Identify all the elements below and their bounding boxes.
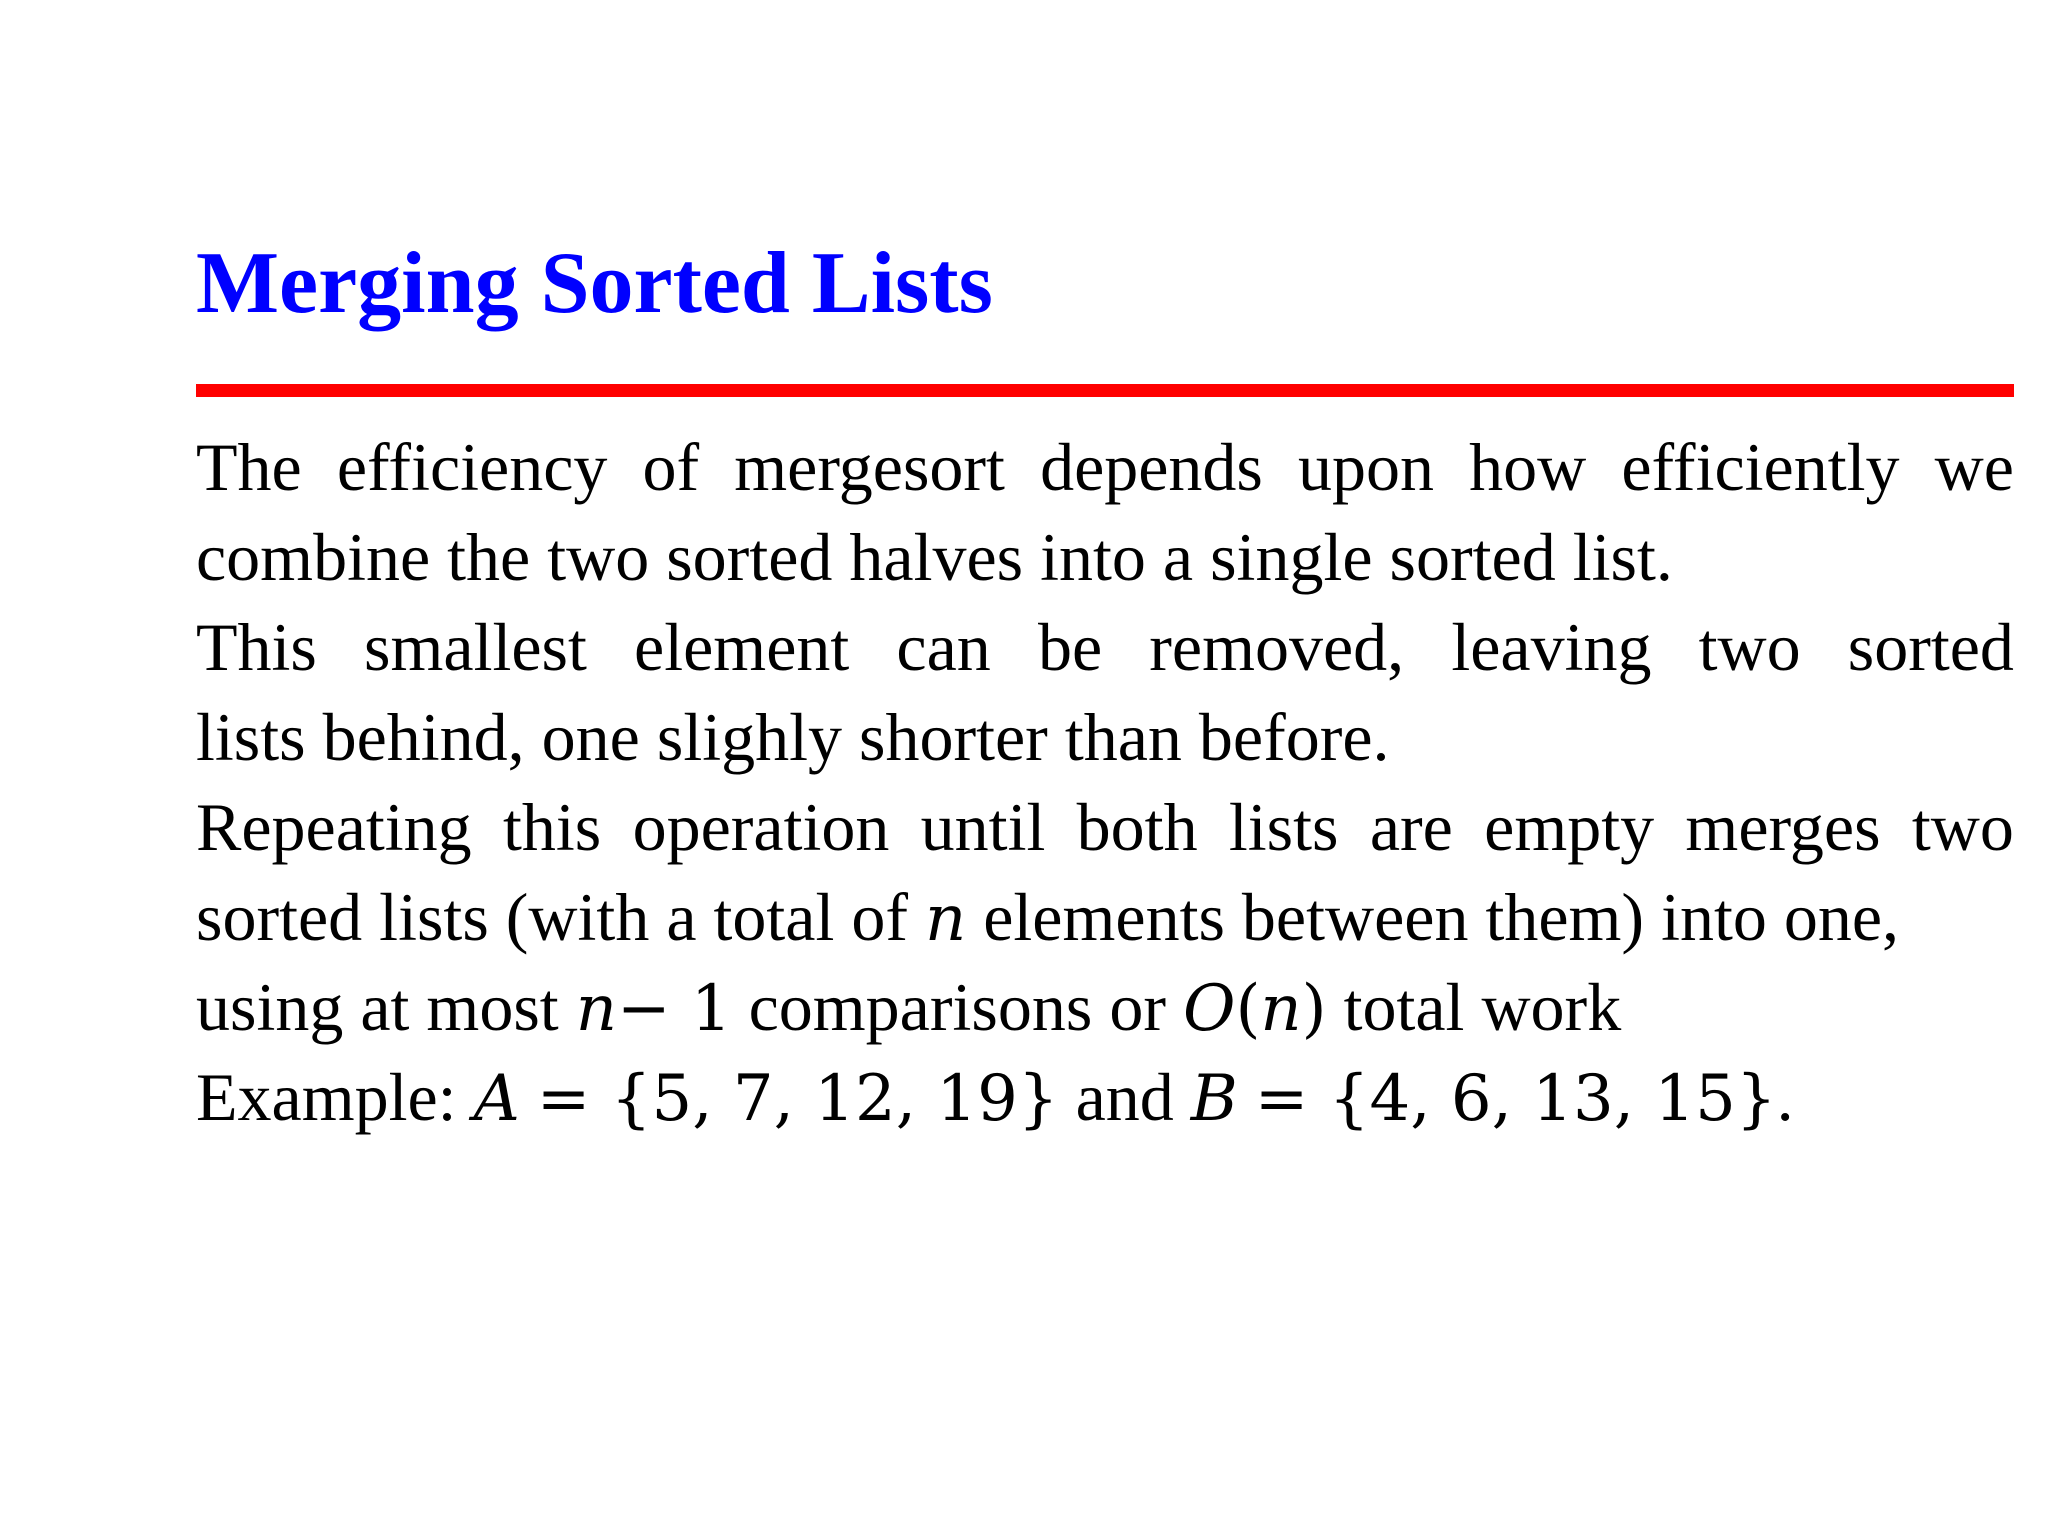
word: efficiently	[1621, 429, 1900, 505]
math-paren: (	[1235, 972, 1261, 1046]
word: how	[1469, 429, 1587, 505]
slide-body	[196, 422, 2014, 1142]
body-line-4: lists behind, one slighly shorter than before.	[196, 699, 1390, 775]
word: element	[634, 609, 850, 685]
math-set: = {5, 7, 12, 19}	[536, 1062, 1059, 1136]
math-variable: n	[1260, 972, 1302, 1046]
text-segment: and	[1075, 1059, 1174, 1135]
word: The	[196, 429, 302, 505]
word: until	[920, 789, 1046, 865]
word: removed,	[1149, 609, 1405, 685]
math-variable: O	[1182, 972, 1236, 1046]
math-variable: B	[1190, 1062, 1238, 1136]
word: are	[1369, 789, 1453, 865]
text-segment: Example:	[196, 1059, 457, 1135]
math-set: = {4, 6, 13, 15}	[1254, 1062, 1777, 1136]
slide-title: Merging Sorted Lists	[196, 235, 993, 332]
body-line-3	[196, 602, 2014, 692]
math-paren: )	[1301, 972, 1327, 1046]
word: of	[642, 429, 700, 505]
word: two	[1698, 609, 1801, 685]
text-segment: .	[1776, 1059, 1794, 1135]
word: can	[896, 609, 991, 685]
math-variable: A	[473, 1062, 520, 1136]
text-segment: total work	[1343, 969, 1622, 1045]
word: both	[1076, 789, 1198, 865]
text-segment: sorted lists (with a total of	[196, 879, 909, 955]
body-line-8	[196, 1052, 2014, 1142]
body-line-5	[196, 782, 2014, 872]
word: Repeating	[196, 789, 472, 865]
word: upon	[1298, 429, 1434, 505]
title-divider	[196, 384, 2014, 397]
word: lists	[1228, 789, 1339, 865]
word: be	[1037, 609, 1103, 685]
word: smallest	[364, 609, 587, 685]
body-line-1	[196, 422, 2014, 512]
body-line-6	[196, 872, 2014, 962]
word: two	[1911, 789, 2014, 865]
math-expression: − 1	[616, 972, 732, 1046]
word: leaving	[1451, 609, 1652, 685]
word: operation	[632, 789, 890, 865]
word: this	[503, 789, 602, 865]
word: depends	[1040, 429, 1263, 505]
math-variable: n	[925, 882, 967, 956]
text-segment: elements between them) into one,	[983, 879, 1900, 955]
word: merges	[1685, 789, 1881, 865]
body-line-7	[196, 962, 2014, 1052]
word: This	[196, 609, 317, 685]
text-segment: comparisons or	[748, 969, 1166, 1045]
body-line-2: combine the two sorted halves into a single sorted list.	[196, 519, 1673, 595]
word: mergesort	[734, 429, 1005, 505]
word: we	[1934, 429, 2014, 505]
word: empty	[1484, 789, 1655, 865]
text-segment: using at most	[196, 969, 559, 1045]
word: efficiency	[336, 429, 608, 505]
word: sorted	[1847, 609, 2014, 685]
math-variable: n	[575, 972, 617, 1046]
